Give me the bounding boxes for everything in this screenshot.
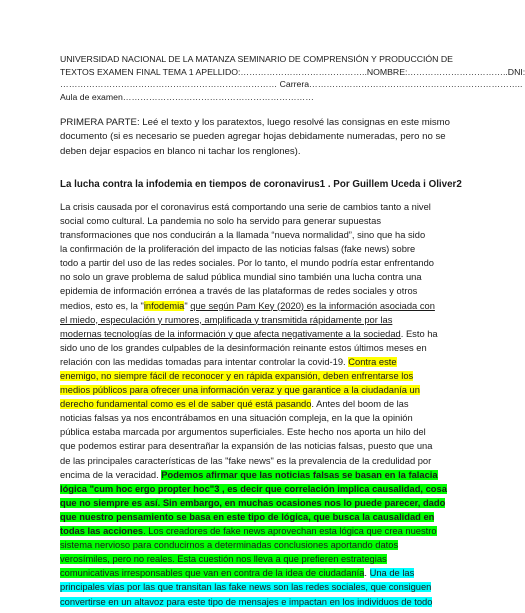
- highlight-green: comunicativas irresponsables que van en contra de la idea de ciudadanía: [60, 568, 365, 579]
- instructions-paragraph: [60, 116, 450, 159]
- underlined-text: modernas tecnologías de la información y que afecta negativamente a la sociedad: [60, 328, 401, 339]
- highlight-cyan: convertirse en un altavoz para este tipo de mensajes e impactan en los individuos de todo: [60, 596, 433, 607]
- body-text: ": [184, 300, 191, 311]
- body-line: la confirmación de la proliferación del impacto de las noticias falsas (fake news) sobre: [60, 244, 416, 255]
- body-line: sido uno de los grandes culpables de la desinformación reinante estos últimos meses en: [60, 342, 427, 353]
- highlight-green: que nuestro pensamiento se basa en este tipo de lógica, que busca la causalidad en: [60, 511, 435, 522]
- instructions-line: documento (si es necesario se pueden agregar hojas debidamente numeradas, pero no se: [60, 131, 446, 143]
- body-line: [60, 397, 414, 411]
- highlight-green: verosímiles, pero no reales. Esta cuestión nos lleva a que prefieren estrategias: [60, 554, 387, 565]
- body-line: [60, 299, 435, 313]
- header-line: ………………………………………………………………… Carrera………………………………………………………………..: [60, 79, 523, 89]
- highlight-green: lógica "cum hoc ergo propter hoc"3 , es decir que correlación implica causalidad, cosa: [60, 483, 447, 494]
- body-text: medios, esto es, la ": [60, 300, 144, 311]
- body-line: [60, 468, 438, 482]
- body-line: [60, 566, 414, 580]
- body-line: [60, 496, 446, 510]
- body-line: [60, 580, 432, 594]
- highlight-green: sistema nervioso para conducirnos a determinadas conclusiones aportando datos: [60, 540, 399, 551]
- body-line: [60, 510, 435, 524]
- body-line: La crisis causada por el coronavirus está comportando una serie de cambios tanto a nivel: [60, 201, 431, 212]
- body-line: no solo un grave problema de salud pública mundial sino también una lucha contra una: [60, 272, 422, 283]
- body-text: . Antes del boom de las: [311, 399, 409, 410]
- highlight-cyan: principales vías por las que transitan las fake news son las redes sociales, que consiguen: [60, 582, 432, 593]
- article-title: La lucha contra la infodemia en tiempos de coronavirus1 . Por Guillem Uceda i Oliver2: [60, 178, 462, 190]
- body-line: [60, 595, 433, 609]
- header-line: TEXTOS EXAMEN FINAL TEMA 1 APELLIDO:……………………………………..NOMBRE:……………………………..DNI:: [60, 66, 525, 77]
- body-line: [60, 552, 414, 566]
- body-line: [60, 327, 438, 341]
- highlight-yellow: derecho fundamental como es el de saber qué está pasando: [60, 399, 312, 410]
- highlight-cyan: Una de las: [369, 568, 415, 579]
- exam-header: [60, 53, 525, 103]
- body-line: que podemos estirar para desentrañar la expansión de las noticias falsas, puesto que una: [60, 441, 433, 452]
- article-body: [60, 200, 447, 609]
- highlight-green: que no siempre es así. Sin embargo, en muchas ocasiones nos lo puede parecer, dado: [60, 497, 446, 508]
- header-line: Aula de examen…………………………………………………………: [60, 91, 314, 102]
- body-line: transformaciones que nos conducirán a la llamada “nueva normalidad”, sino que ha sido: [60, 230, 426, 241]
- body-line: [60, 355, 414, 369]
- highlight-green: Podemos afirmar que las noticias falsas se basan en la falacia: [161, 469, 438, 480]
- highlight-yellow: enemigo, no siempre fácil de reconocer y en rápida expansión, deben enfrentarse los: [60, 371, 414, 382]
- underlined-text: que según Pam Key (2020) es la información asociada con: [190, 300, 435, 311]
- highlight-yellow: Contra este: [348, 356, 397, 367]
- body-line: pública estaba marcada por argumentos superficiales. Este hecho nos aporta un hilo del: [60, 427, 426, 438]
- body-line: [60, 383, 420, 397]
- body-line: [60, 482, 447, 496]
- highlight-green: todas las acciones: [60, 526, 144, 537]
- body-text: encima de la veracidad.: [60, 469, 162, 480]
- body-text: . Esto ha: [400, 328, 438, 339]
- body-line: [60, 524, 437, 538]
- instructions-line: deben dejar espacios en blanco ni tachar los renglones).: [60, 145, 301, 157]
- body-text: .: [364, 568, 370, 579]
- instructions-line: PRIMERA PARTE: Leé el texto y los paratextos, luego resolvé las consignas en este mismo: [60, 117, 450, 128]
- underlined-line: el miedo, especulación y rumores, amplificada y transmitida rápidamente por las: [60, 314, 393, 325]
- body-line: [60, 369, 414, 383]
- header-line: UNIVERSIDAD NACIONAL DE LA MATANZA SEMINARIO DE COMPRENSIÓN Y PRODUCCIÓN DE: [60, 54, 453, 64]
- highlight-green: . Los creadores de fake news aprovechan esta lógica que crea nuestro: [143, 526, 437, 537]
- body-text: relación con las medidas tomadas para intentar controlar la covid-19.: [60, 356, 349, 367]
- highlight-yellow: medios públicos para ofrecer una información veraz y que garantice a la ciudadanía un: [60, 385, 420, 396]
- body-line: epidemia de información errónea a través de las plataformas de redes sociales y otros: [60, 286, 418, 297]
- body-line: todo a partir del uso de las redes sociales. Por lo tanto, el mundo podría estar enfrentando: [60, 258, 434, 269]
- body-line: social como cultural. La pandemia no solo ha servido para generar supuestas: [60, 215, 381, 226]
- highlight-yellow: infodemia: [143, 300, 185, 311]
- body-line: noticias falsas ya nos encontrábamos en una situación compleja, en la que la opinión: [60, 413, 413, 424]
- body-line: [60, 538, 414, 552]
- body-line: de las principales características de las "fake news" es la prevalencia de la credulidad por: [60, 455, 432, 466]
